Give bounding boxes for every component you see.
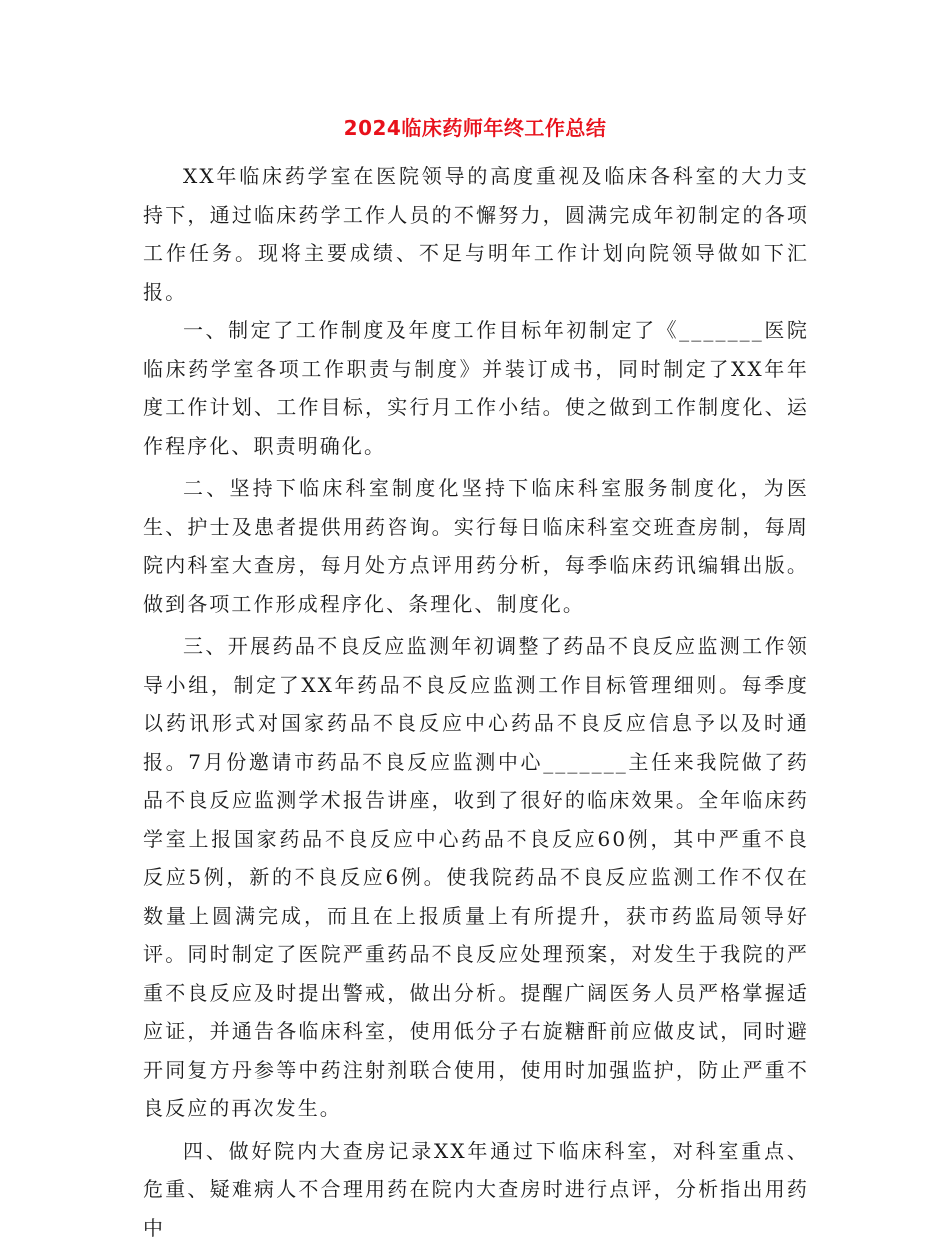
paragraph-intro: XX年临床药学室在医院领导的高度重视及临床各科室的大力支持下，通过临床药学工作人员的不懈努力，圆满完成年初制定的各项工作任务。现将主要成绩、不足与明年工作计划向院领导做如下汇报。	[143, 157, 809, 311]
paragraph-section-4: 四、做好院内大查房记录XX年通过下临床科室，对科室重点、危重、疑难病人不合理用药在院内大查房时进行点评，分析指出用药中	[143, 1132, 809, 1247]
paragraph-section-2: 二、坚持下临床科室制度化坚持下临床科室服务制度化，为医生、护士及患者提供用药咨询。实行每日临床科室交班查房制，每周院内科室大查房，每月处方点评用药分析，每季临床药讯编辑出版。做到各项工作形成程序化、条理化、制度化。	[143, 469, 809, 623]
document-body	[143, 157, 809, 1247]
document-title: 2024临床药师年终工作总结	[0, 114, 950, 142]
paragraph-section-3: 三、开展药品不良反应监测年初调整了药品不良反应监测工作领导小组，制定了XX年药品不良反应监测工作目标管理细则。每季度以药讯形式对国家药品不良反应中心药品不良反应信息予以及时通报。7月份邀请市药品不良反应监测中心_______主任来我院做了药品不良反应监测学术报告讲座，收到了很好的临床效果。全年临床药学室上报国家药品不良反应中心药品不良反应60例，其中严重不良反应5例，新的不良反应6例。使我院药品不良反应监测工作不仅在数量上圆满完成，而且在上报质量上有所提升，获市药监局领导好评。同时制定了医院严重药品不良反应处理预案，对发生于我院的严重不良反应及时提出警戒，做出分析。提醒广阔医务人员严格掌握适应证，并通告各临床科室，使用低分子右旋糖酐前应做皮试，同时避开同复方丹参等中药注射剂联合使用，使用时加强监护，防止严重不良反应的再次发生。	[143, 627, 809, 1128]
paragraph-section-1: 一、制定了工作制度及年度工作目标年初制定了《_______医院临床药学室各项工作职责与制度》并装订成书，同时制定了XX年年度工作计划、工作目标，实行月工作小结。使之做到工作制度化、运作程序化、职责明确化。	[143, 311, 809, 465]
